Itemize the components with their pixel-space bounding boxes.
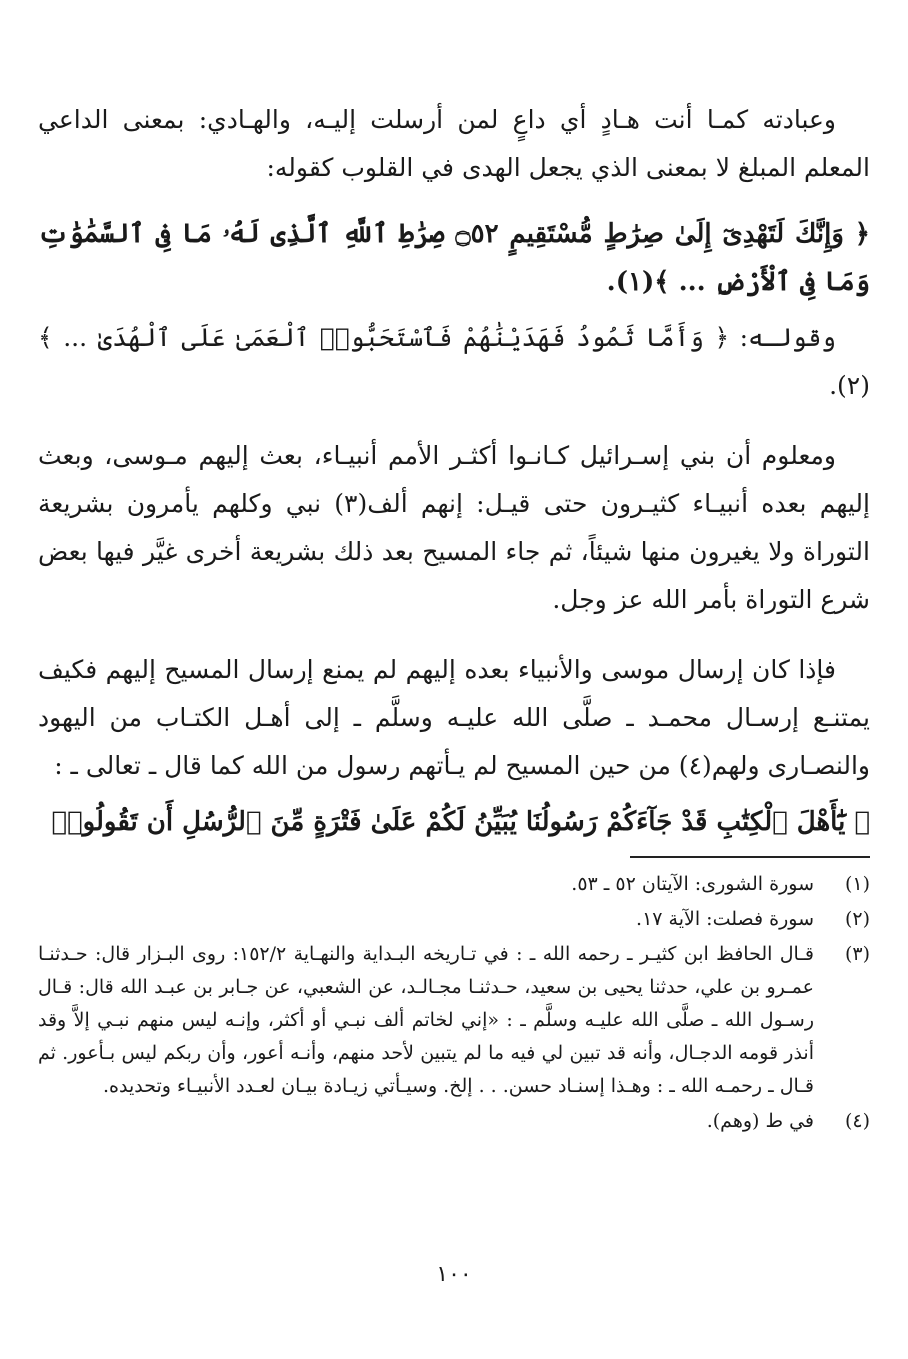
main-text — [38, 96, 870, 846]
page-number: ١٠٠ — [436, 1262, 472, 1287]
footnote-4 — [38, 1105, 870, 1138]
footnote-3 — [38, 938, 870, 1103]
quran-verse-1: ﴿ وَإِنَّكَ لَتَهْدِىٓ إِلَىٰ صِرَٰطٍ مُّسْتَقِيمٍ ۝٥٢ صِرَٰطِ ٱللَّهِ ٱلَّذِى لَهُۥ مَا فِى ٱلسَّمَٰوَٰتِ وَمَا فِى ٱلْأَرْضِ ... ﴾(١). — [38, 219, 870, 297]
footnote-2 — [38, 903, 870, 936]
footnote-number: (٢) — [844, 908, 870, 930]
footnote-separator — [630, 856, 870, 858]
paragraph-1: وعبادته كمـا أنت هـادٍ أي داعٍ لمن أرسلت إليـه، والهـادي: بمعنى الداعي المعلم المبلغ لا بمعنى الذي يجعل الهدى في القلوب كقوله: — [38, 105, 870, 182]
paragraph-3: ومعلوم أن بني إسـرائيل كـانـوا أكثـر الأمم أنبيـاء، بعث إليهم مـوسى، وبعث إليهم بعده أنبيـاء كثيـرون حتى قيـل: إنهم ألف(٣) نبي وكلهم يأمرون بشريعة التوراة ولا يغيرون منها شيئاً، ثم جاء المسيح بعد ذلك بشريعة أخرى غيَّر فيها بعض شرع التوراة بأمر الله عز وجل. — [38, 441, 870, 614]
spacer — [38, 410, 870, 432]
spacer — [38, 306, 870, 314]
footnote-1 — [38, 868, 870, 901]
footnote-number: (٤) — [844, 1110, 870, 1132]
paragraph-2: وقولـه: ﴿ وَأَمَّا ثَمُودُ فَهَدَيْنَٰهُمْ فَٱسْتَحَبُّوا۟ ٱلْعَمَىٰ عَلَى ٱلْهُدَىٰ ... ﴾(٢). — [38, 323, 870, 400]
spacer — [38, 624, 870, 646]
footnotes — [38, 868, 870, 1140]
spacer — [38, 192, 870, 200]
quran-verse-2: ﴿ يَٰٓأَهْلَ ٱلْكِتَٰبِ قَدْ جَآءَكُمْ رَسُولُنَا يُبَيِّنُ لَكُمْ عَلَىٰ فَتْرَةٍ مِّنَ ٱلرُّسُلِ أَن تَقُولُوا۟ — [51, 807, 870, 837]
footnote-number: (١) — [844, 873, 870, 895]
footnote-number: (٣) — [844, 943, 870, 965]
paragraph-4: فإذا كان إرسال موسى والأنبياء بعده إليهم لم يمنع إرسال المسيح إليهم فكيف يمتنـع إرسـال محمـد ـ صلَّى الله عليـه وسلَّم ـ إلى أهـل الكتـاب من اليهود والنصـارى ولهم(٤) من حين المسيح لم يـأتهم رسول من الله كما قال ـ تعالى ـ : — [38, 655, 870, 780]
spacer — [38, 790, 870, 798]
footnote-text: في ط (وهم). — [706, 1110, 814, 1132]
footnote-text: قـال الحافظ ابن كثيـر ـ رحمه الله ـ : في تـاريخه البـداية والنهـاية ١٥٢/٢: روى البـزار قال: حـدثنـا عمـرو بن علي، حدثنا يحيى بن سعيد، حـدثنـا مجـالـد، عن الشعبي، عن جـابر بن عبـد الله قال: قـال رسـول الله ـ صلَّى الله عليـه وسلَّم ـ : «إني لخاتم ألف نبـي أو أكثر، وإنـه ليس منهم نبـي إلاَّ وقد أنذر قومه الدجـال، وأنه قد تبين لي فيه ما لم يتبين لأحد منهم، وأنـه أعور، وأن ربكم ليس بـأعور. ثم قـال ـ رحمـه الله ـ : وهـذا إسنـاد حسن. . . إلخ. وسيـأتي زيـادة بيـان لعـدد الأنبيـاء وتحديده. — [38, 943, 814, 1097]
footnote-text: سورة فصلت: الآية ١٧. — [636, 908, 814, 930]
footnote-text: سورة الشورى: الآيتان ٥٢ ـ ٥٣. — [571, 873, 814, 895]
